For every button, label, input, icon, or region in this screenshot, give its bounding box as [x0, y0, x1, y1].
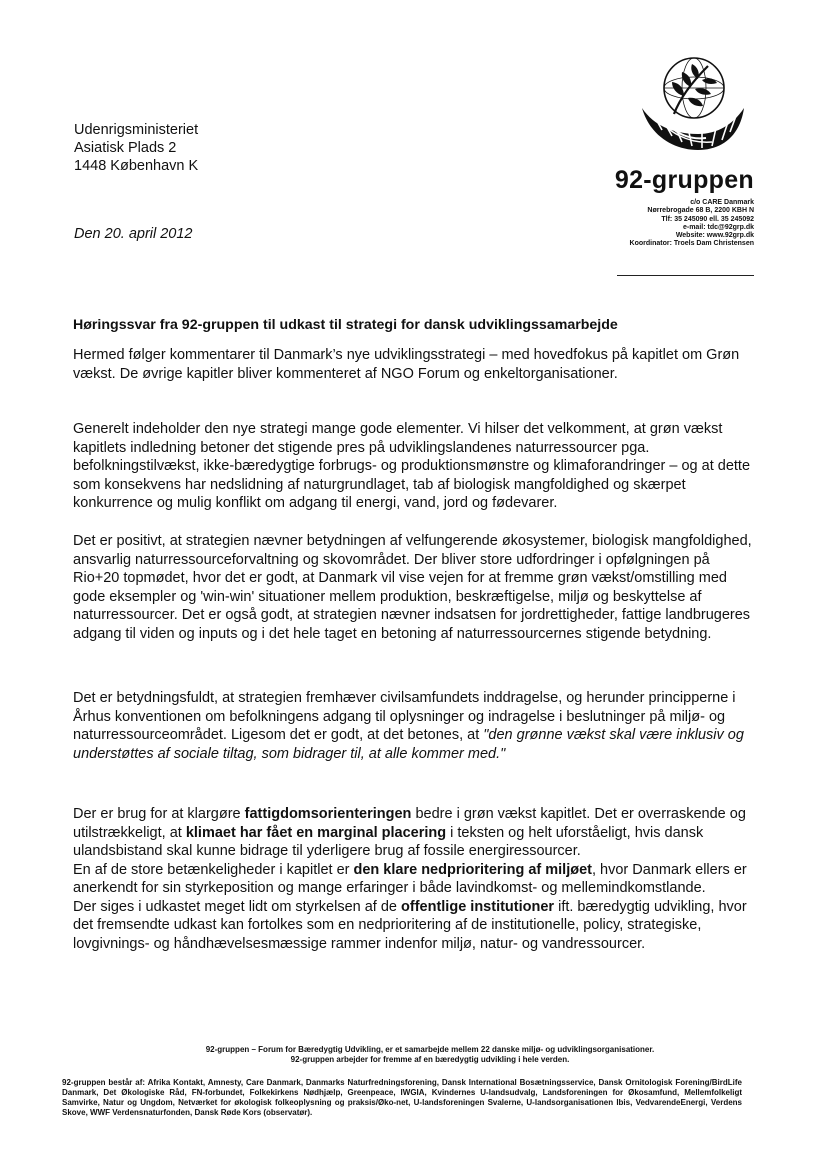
text-run: En af de store betænkeligheder i kapitlet er	[73, 861, 354, 878]
globe-leaf-logo-icon	[636, 52, 748, 152]
recipient-address	[74, 121, 198, 175]
paragraph-text	[73, 861, 753, 898]
text-run: , hvor Danmark ellers er anerkendt for sin styrkeposition og mange erfaringer i både lavindkomst- og mellemindkomstlande.	[73, 861, 747, 896]
paragraph-intro	[73, 346, 753, 383]
italic-quote: "den grønne vækst skal være inklusiv og understøttes af sociale tiltag, som bidrager til, at alle kommer med."	[73, 727, 744, 762]
text-run: i teksten og helt uforståeligt, hvis dansk ulandsbistand skal kunne bidrage til yderligere brug af fossile energiressourcer.	[73, 824, 704, 859]
paragraph-text: Generelt indeholder den nye strategi mange gode elementer. Vi hilser det velkomment, at grøn vækst kapitlets indledning betoner det stigende pres på udviklingslandenes naturressourcer pga. befolkningstilvækst, ikke-bæredygtige forbrugs- og produktionsmønstre og klimaforandringer – og at dette som konsekvens har nedslidning af naturgrundlaget, tab af biologisk mangfoldighed og skærpet konkurrence og mulig konflikt om adgang til energi, vand, jord og fødevarer.	[73, 421, 751, 511]
text-run: ift. bæredygtig udvikling, hvor det fremsendte udkast kan fortolkes som en nedprioritering af de institutionelle, policy, strategiske, lovgivnings- og håndhævelsesmæssige rammer indenfor miljø, natur- og vandressourcer.	[73, 898, 747, 952]
contact-line: Nørrebrogade 68 B, 2200 KBH N	[647, 207, 754, 215]
text-run: Det er betydningsfuldt, at strategien fremhæver civilsamfundets inddragelse, og herunder principperne i Århus konventionen om befolkningens adgang til oplysninger og indragelse i beslutninger på miljø- og naturressourceområdet. Ligesom det er godt, at det betones, at	[73, 690, 736, 743]
paragraph-text: Det er positivt, at strategien nævner betydningen af velfungerende økosystemer, biologisk mangfoldighed, ansvarlig naturressourceforvaltning og skovområdet. Der bliver store udfordringer i opfølgningen på Rio+20 topmødet, hvor det er godt, at Danmark vil vise vejen for at fremme grøn vækst/omstilling med gode eksempler og 'win-win' situationer mellem produktion, beskræftigelse, miljø og beskyttelse af naturressourcer. Det er også godt, at strategien nævner indsatsen for jordrettigheder, fattige landbrugeres adgang til viden og inputs og i det hele taget en betoning af naturressourcernes stigende betydning.	[73, 533, 752, 642]
contact-email[interactable]: e-mail: tdc@92grp.dk	[682, 223, 754, 231]
footer-members: 92-gruppen består af: Afrika Kontakt, Amnesty, Care Danmark, Danmarks Naturfredningsforening, Dansk International Bosætningsservice, Dansk Ornitologisk Forening/BirdLife Danmark, Det Økologiske Råd, FN-forbundet, Folkekirkens Nødhjælp, Greenpeace, IWGIA, Kvindernes U-landsudvalg, Landsforeningen for Økosamfund, Mellemfolkeligt Samvirke, Natur og Ungdom, Netværket for økologisk folkeoplysning og praksis/Øko-net, U-landsforeningen Svalerne, U-landsorganisationen Ibis, VedvarendeEnergi, Verdens Skove, WWF Verdensnaturfonden, Dansk Røde Kors (observatør).	[62, 1078, 742, 1117]
document-heading: Høringssvar fra 92-gruppen til udkast til strategi for dansk udviklingssamarbejde	[73, 317, 618, 333]
paragraph-text: Hermed følger kommentarer til Danmark’s nye udviklingsstrategi – med hovedfokus på kapitlet om Grøn vækst. De øvrige kapitler bliver kommenteret af NGO Forum og enkeltorganisationer.	[73, 347, 740, 382]
contact-line: c/o CARE Danmark	[690, 199, 754, 206]
paragraph-text	[73, 805, 753, 861]
footer-description	[60, 1045, 800, 1065]
bold-phrase: fattigdomsorienteringen	[244, 806, 412, 822]
organization-name: 92-gruppen	[614, 166, 754, 194]
contact-divider	[617, 275, 754, 276]
text-run: Der er brug for at klargøre	[73, 806, 245, 822]
paragraph-text	[73, 898, 753, 954]
paragraph-civil-society	[73, 689, 753, 763]
paragraph-concerns	[73, 805, 753, 953]
contact-line: Tlf: 35 245090 ell. 35 245092	[661, 215, 754, 223]
contact-line: Koordinator: Troels Dam Christensen	[629, 240, 754, 248]
text-run: bedre i grøn vækst kapitlet. Det er overraskende og utilstrækkeligt, at	[73, 806, 746, 841]
footer-line: 92-gruppen – Forum for Bæredygtig Udvikling, er et samarbejde mellem 22 danske miljø- og udviklingsorganisationer.	[205, 1045, 655, 1054]
contact-website[interactable]: Website: www.92grp.dk	[675, 232, 754, 240]
paragraph-text	[73, 689, 753, 763]
recipient-line-1: Udenrigsministeriet	[74, 122, 199, 138]
bold-phrase: den klare nedprioritering af miljøet	[353, 861, 592, 878]
bold-phrase: offentlige institutioner	[401, 898, 555, 915]
letter-date: Den 20. april 2012	[74, 226, 193, 242]
paragraph-general	[73, 420, 753, 513]
footer-line: 92-gruppen arbejder for fremme af en bæredygtig udvikling i hele verden.	[290, 1055, 570, 1064]
paragraph-positive	[73, 532, 753, 643]
recipient-line-3: 1448 København K	[74, 158, 199, 174]
text-run: Der siges i udkastet meget lidt om styrkelsen af de	[73, 898, 402, 915]
bold-phrase: klimaet har fået en marginal placering	[185, 824, 447, 841]
recipient-line-2: Asiatisk Plads 2	[74, 140, 177, 156]
contact-info	[560, 199, 754, 249]
